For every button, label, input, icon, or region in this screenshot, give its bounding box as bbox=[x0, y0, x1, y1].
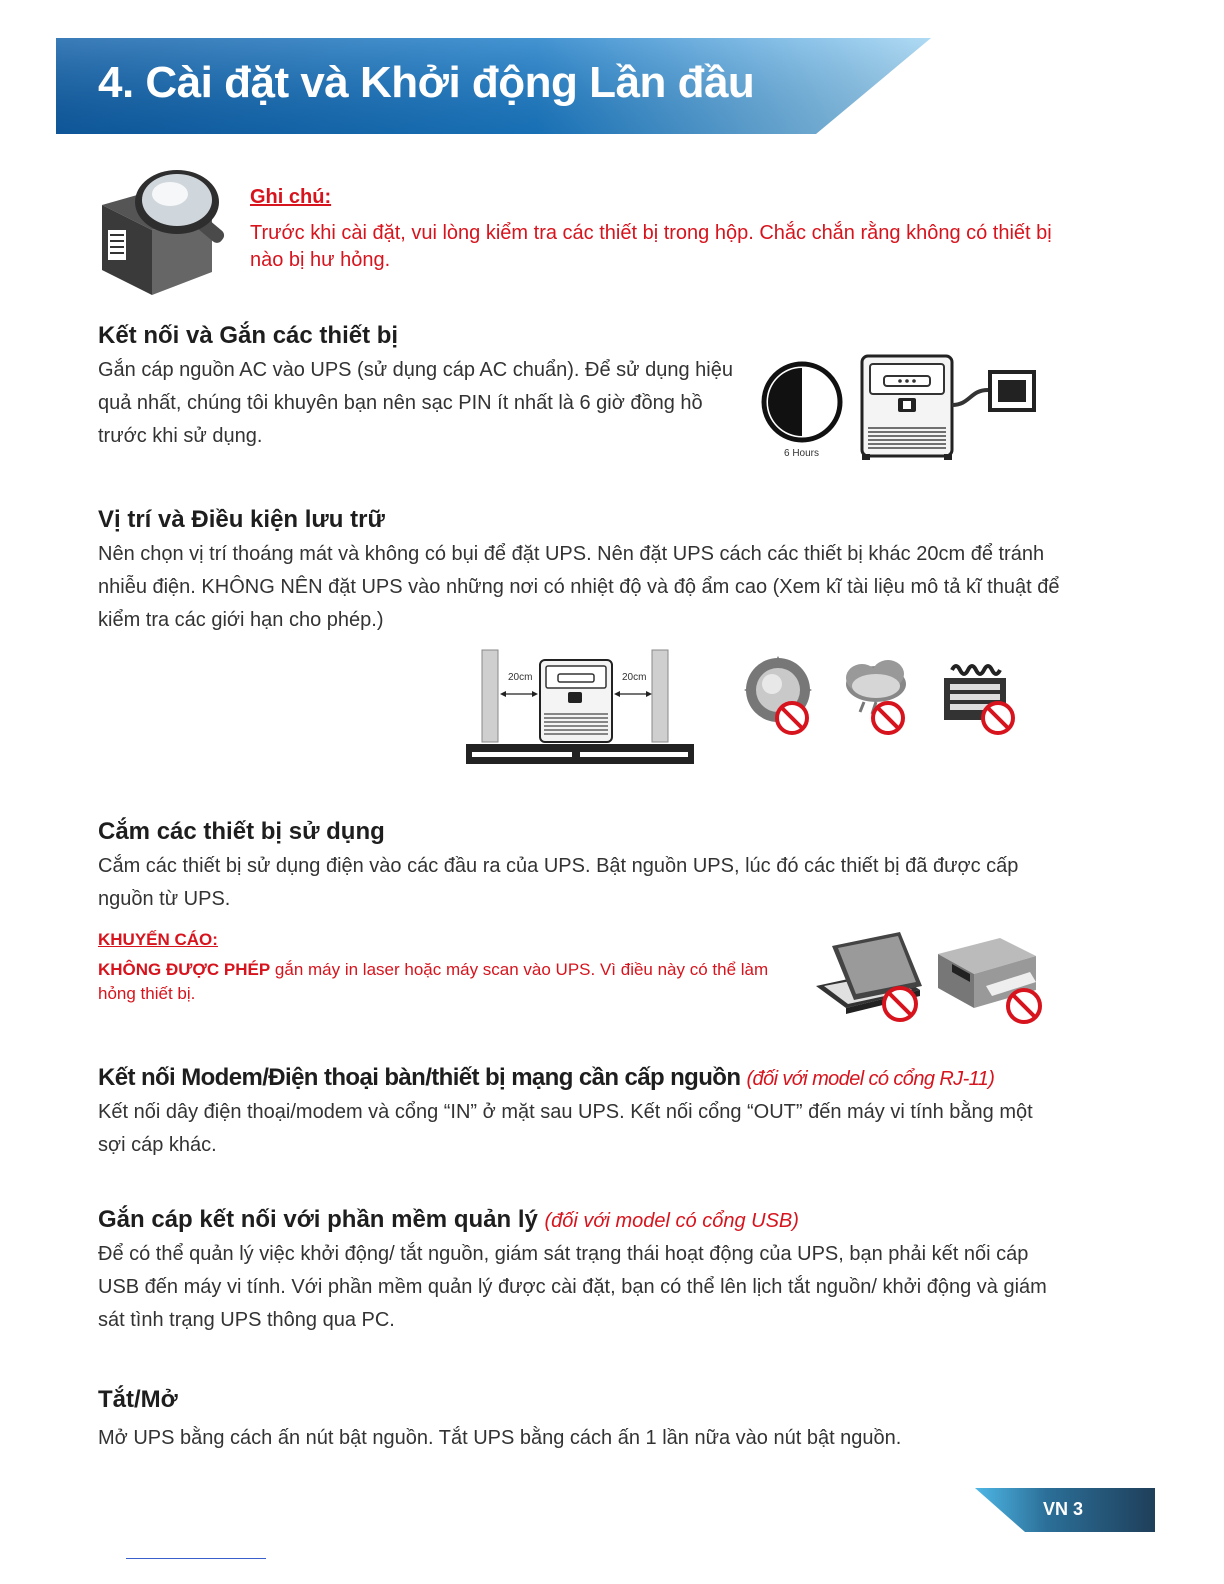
warning-text bbox=[98, 958, 788, 1006]
warning-body: gắn máy in laser hoặc máy scan vào UPS. Vì điều này có thể làm hỏng thiết bị. bbox=[98, 960, 769, 1003]
charge-hours-label: 6 Hours bbox=[784, 448, 820, 459]
section-modem-heading bbox=[98, 1064, 994, 1092]
no-sign-icon bbox=[1008, 990, 1040, 1022]
warning-title: KHUYẾN CÁO: bbox=[98, 930, 218, 949]
no-sign-icon bbox=[884, 988, 916, 1020]
section-location-title: Vị trí và Điều kiện lưu trữ bbox=[98, 506, 385, 533]
left-clearance-label: 20cm bbox=[508, 672, 533, 683]
section-power-text: Mở UPS bằng cách ấn nút bật nguồn. Tắt UPS bằng cách ấn 1 lần nữa vào nút bật nguồn. bbox=[98, 1427, 902, 1449]
section-software-heading bbox=[98, 1206, 799, 1234]
prohibited-environments bbox=[742, 656, 1032, 740]
footer-divider bbox=[126, 1558, 266, 1559]
no-sign-icon bbox=[873, 703, 903, 733]
scanner-printer-figure bbox=[810, 924, 1055, 1028]
no-sign-icon bbox=[777, 703, 807, 733]
no-sign-icon bbox=[983, 703, 1013, 733]
section-modem-subtitle: (đối với model có cổng RJ-11) bbox=[746, 1068, 995, 1090]
clearance-figure bbox=[462, 648, 698, 770]
ups-unit-icon bbox=[862, 356, 952, 460]
section-connect-text: Gắn cáp nguồn AC vào UPS (sử dụng cáp AC chuẩn). Để sử dụng hiệu quả nhất, chúng tôi khuyên bạn nên sạc PIN ít nhất là 6 giờ đồng hồ trước khi sử dụng. bbox=[98, 359, 733, 447]
section-software-title: Gắn cáp kết nối với phần mềm quản lý bbox=[98, 1206, 538, 1233]
inspect-box-icon bbox=[92, 160, 232, 300]
note-text: Trước khi cài đặt, vui lòng kiểm tra các thiết bị trong hộp. Chắc chắn rằng không có thiết bị nào bị hư hỏng. bbox=[250, 222, 1052, 271]
section-modem-text: Kết nối dây điện thoại/modem và cổng “IN” ở mặt sau UPS. Kết nối cổng “OUT” đến máy vi tính bằng một sợi cáp khác. bbox=[98, 1101, 1033, 1156]
page-title: 4. Cài đặt và Khởi động Lần đầu bbox=[98, 58, 755, 107]
section-location-text: Nên chọn vị trí thoáng mát và không có bụi để đặt UPS. Nên đặt UPS cách các thiết bị khác 20cm để tránh nhiễu điện. KHÔNG NÊN đặt UPS vào những nơi có nhiệt độ và độ ẩm cao (Xem kĩ tài liệu mô tả kĩ thuật để kiểm tra các giới hạn cho phép.) bbox=[98, 543, 1060, 631]
section-software-subtitle: (đối với model có cổng USB) bbox=[544, 1210, 799, 1232]
note-title: Ghi chú: bbox=[250, 186, 332, 208]
section-software-text: Để có thể quản lý việc khởi động/ tắt nguồn, giám sát trạng thái hoạt động của UPS, bạn phải kết nối cáp USB đến máy vi tính. Với phần mềm quản lý được cài đặt, bạn có thể lên lịch tắt nguồn/ khởi động và giám sát tình trạng UPS thông qua PC. bbox=[98, 1243, 1047, 1331]
section-plug-title: Cắm các thiết bị sử dụng bbox=[98, 818, 385, 845]
page-number: VN 3 bbox=[1043, 1499, 1084, 1519]
section-modem-title: Kết nối Modem/Điện thoại bàn/thiết bị mạng cần cấp nguồn bbox=[98, 1064, 741, 1091]
section-connect-title: Kết nối và Gắn các thiết bị bbox=[98, 322, 399, 349]
warning-bold: KHÔNG ĐƯỢC PHÉP bbox=[98, 960, 271, 979]
section-power-title: Tắt/Mở bbox=[98, 1386, 178, 1413]
right-clearance-label: 20cm bbox=[622, 672, 647, 683]
section-plug-text: Cắm các thiết bị sử dụng điện vào các đầu ra của UPS. Bật nguồn UPS, lúc đó các thiết bị đã được cấp nguồn từ UPS. bbox=[98, 855, 1019, 910]
